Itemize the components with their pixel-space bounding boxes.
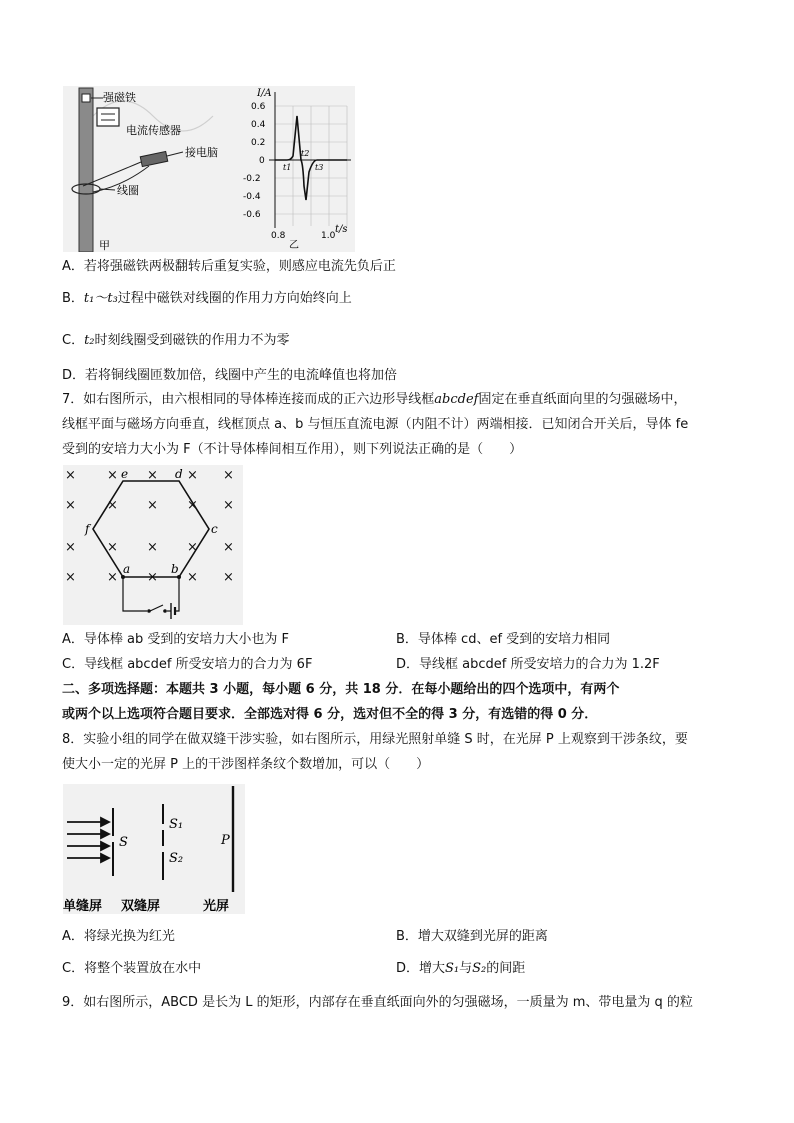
ytick: 0.2 [251, 138, 266, 148]
q8-stem-line1: 8．实验小组的同学在做双缝干涉实验，如右图所示，用绿光照射单缝 S 时，在光屏 P 上观察到干涉条纹，要 [62, 732, 688, 747]
label-S1: S₁ [169, 817, 184, 832]
magnetic-field-x-marks [65, 468, 234, 585]
section2-heading-line2: 或两个以上选项符合题目要求．全部选对得 6 分，选对但不全的得 3 分，有选错的得 0 分． [62, 707, 598, 722]
ylabel: I/A [257, 88, 272, 99]
q6-c-label: C． [62, 333, 85, 348]
vertex-d: d [175, 467, 183, 481]
q6-option-c [62, 332, 290, 350]
q8-d-part: D．增大 [396, 961, 446, 976]
vertex-b: b [171, 562, 179, 576]
q7-stem-line2: 线框平面与磁场方向垂直，线框顶点 a、b 与恒压直流电源（内阻不计）两端相接．已知闭合开关后，导体 fe [62, 417, 689, 432]
q9-stem-line1: 9．如右图所示，ABCD 是长为 L 的矩形，内部存在垂直纸面向外的匀强磁场，一质量为 m、带电量为 q 的粒 [62, 995, 693, 1010]
q7-option-a: A．导体棒 ab 受到的安培力大小也为 F [62, 632, 289, 647]
magnet-icon [82, 94, 90, 102]
svg-text:×: × [65, 540, 76, 555]
vertex-c: c [211, 522, 218, 536]
hexagon-drawing [63, 465, 243, 625]
svg-text:×: × [187, 570, 198, 585]
q6-option-a: A．若将强磁铁两极翻转后重复实验，则感应电流先负后正 [62, 259, 396, 274]
figure-double-slit [63, 784, 245, 914]
double-slit-drawing [63, 784, 245, 914]
q6-option-d: D．若将铜线圈匝数加倍，线圈中产生的电流峰值也将加倍 [62, 368, 398, 383]
svg-text:×: × [107, 570, 118, 585]
label-sensor: 电流传感器 [126, 124, 181, 137]
q7-stem-part: 7．如右图所示，由六根相同的导体棒连接而成的正六边形导线框 [62, 392, 435, 407]
q8-d-part: 的间距 [486, 961, 526, 976]
figure-hexagon [63, 465, 243, 625]
q6-c-var: t₂ [84, 333, 95, 348]
caption-single-slit: 单缝屏 [63, 899, 103, 914]
current-graph [235, 86, 355, 252]
q8-option-b: B．增大双缝到光屏的距离 [396, 929, 548, 944]
label-coil: 线圈 [117, 184, 139, 197]
svg-text:×: × [147, 498, 158, 513]
caption-double-slit: 双缝屏 [121, 899, 161, 914]
q7-option-c: C．导线框 abcdef 所受安培力的合力为 6F [62, 657, 313, 672]
ytick: -0.4 [243, 192, 261, 202]
svg-text:×: × [107, 468, 118, 483]
svg-text:×: × [223, 498, 234, 513]
q6-b-label: B． [62, 291, 84, 306]
svg-text:×: × [223, 570, 234, 585]
q7-stem-line3: 受到的安培力大小为 F（不计导体棒间相互作用），则下列说法正确的是（ ） [62, 442, 523, 457]
q7-option-b: B．导体棒 cd、ef 受到的安培力相同 [396, 632, 611, 647]
figure-jia [63, 86, 235, 252]
label-S2: S₂ [169, 851, 184, 866]
ytick: 0.4 [251, 120, 266, 130]
vertex-f: f [85, 522, 90, 536]
q8-option-d [396, 960, 525, 978]
xtick: 0.8 [271, 231, 286, 241]
point-t3: t3 [315, 163, 324, 172]
svg-text:×: × [147, 468, 158, 483]
label-S: S [119, 835, 128, 850]
point-t2: t2 [301, 149, 310, 158]
figure-yi-plot [235, 86, 355, 252]
q6-b-text: 过程中磁铁对线圈的作用力方向始终向上 [117, 291, 352, 306]
xlabel: t/s [335, 224, 348, 235]
q8-d-part: 与 [459, 961, 473, 976]
q7-frame-name: abcdef [434, 392, 479, 407]
svg-text:×: × [65, 570, 76, 585]
figure-jia-drawing [63, 86, 235, 252]
svg-text:×: × [147, 540, 158, 555]
svg-text:×: × [187, 498, 198, 513]
light-arrows [67, 818, 109, 862]
svg-text:×: × [107, 498, 118, 513]
sensor-icon [140, 151, 168, 166]
svg-text:×: × [65, 498, 76, 513]
q8-stem-line2: 使大小一定的光屏 P 上的干涉图样条纹个数增加，可以（ ） [62, 757, 430, 772]
ytick: 0 [259, 156, 265, 166]
ytick: -0.6 [243, 210, 261, 220]
q8-option-a: A．将绿光换为红光 [62, 929, 175, 944]
ytick: -0.2 [243, 174, 261, 184]
q6-c-text: 时刻线圈受到磁铁的作用力不为零 [94, 333, 290, 348]
svg-text:×: × [65, 468, 76, 483]
q8-d-s2: S₂ [472, 961, 487, 976]
q8-d-s1: S₁ [445, 961, 460, 976]
svg-text:×: × [187, 468, 198, 483]
svg-text:×: × [107, 540, 118, 555]
svg-text:×: × [223, 468, 234, 483]
caption-light-screen: 光屏 [203, 899, 230, 914]
hexagon-frame [93, 481, 209, 577]
switch-icon [150, 605, 163, 611]
label-computer: 接电脑 [185, 146, 218, 159]
caption-yi: 乙 [289, 240, 299, 251]
label-P: P [221, 833, 230, 848]
ytick: 0.6 [251, 102, 266, 112]
label-magnet: 强磁铁 [103, 91, 136, 104]
vertex-e: e [121, 467, 129, 481]
xtick: 1.0 [321, 231, 336, 241]
section2-heading-line1: 二、多项选择题：本题共 3 小题，每小题 6 分，共 18 分．在每小题给出的四个选项中，有两个 [62, 682, 620, 697]
vertex-a: a [123, 562, 131, 576]
q7-option-d: D．导线框 abcdef 所受安培力的合力为 1.2F [396, 657, 660, 672]
q6-b-range: t₁～t₃ [83, 291, 118, 306]
q8-option-c: C．将整个装置放在水中 [62, 961, 202, 976]
svg-text:×: × [147, 570, 158, 585]
svg-text:×: × [187, 540, 198, 555]
q7-stem-part: 固定在垂直纸面向里的匀强磁场中， [478, 392, 687, 407]
q7-stem-line1 [62, 391, 686, 409]
svg-text:×: × [223, 540, 234, 555]
point-t1: t1 [283, 163, 292, 172]
q6-option-b [62, 290, 352, 308]
caption-jia: 甲 [99, 239, 110, 252]
